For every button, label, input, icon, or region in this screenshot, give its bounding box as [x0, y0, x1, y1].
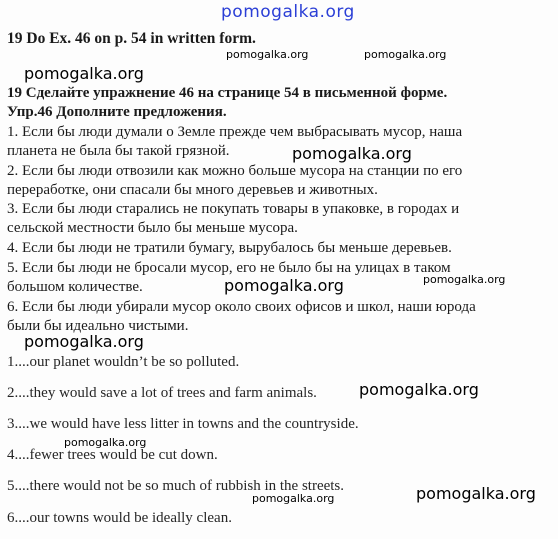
translation-6-line-1: 6. Если бы люди убирали мусор около своих офисов и школ, наши юрода [7, 299, 476, 315]
header-watermark: pomogalka.org [221, 2, 355, 22]
watermark-small-4: pomogalka.org [64, 436, 147, 449]
task-heading-ru: 19 Сделайте упражнение 46 на странице 54 в письменной форме. [7, 85, 448, 101]
translation-5-line-2: большом количестве. [7, 279, 143, 295]
task-heading-en: 19 Do Ex. 46 on p. 54 in written form. [7, 30, 256, 47]
answer-1: 1....our planet wouldn’t be so polluted. [7, 354, 240, 370]
watermark-small-1: pomogalka.org [226, 48, 309, 61]
answer-2: 2....they would save a lot of trees and farm animals. [7, 385, 317, 401]
answer-6: 6....our towns would be ideally clean. [7, 510, 232, 526]
watermark-large-3: pomogalka.org [224, 276, 344, 295]
translation-3-line-1: 3. Если бы люди старались не покупать товары в упаковке, в городах и [7, 201, 460, 217]
watermark-large-2: pomogalka.org [292, 144, 412, 163]
answer-4: 4....fewer trees would be cut down. [7, 447, 218, 463]
watermark-small-5: pomogalka.org [252, 492, 335, 505]
watermark-large-6: pomogalka.org [416, 484, 536, 503]
translation-1-line-1: 1. Если бы люди думали о Земле прежде чем выбрасывать мусор, наша [7, 124, 463, 140]
translation-5-line-1: 5. Если бы люди не бросали мусор, его не было бы на улицах в таком [7, 260, 451, 276]
translation-4-line-1: 4. Если бы люди не тратили бумагу, вырубалось бы меньше деревьев. [7, 240, 452, 256]
translation-2-line-1: 2. Если бы люди отвозили как можно больше мусора на станции по его [7, 163, 463, 179]
watermark-small-2: pomogalka.org [364, 48, 447, 61]
translation-6-line-2: были бы идеально чистыми. [7, 318, 189, 334]
translation-3-line-2: сельской местности было бы меньше мусора. [7, 220, 298, 236]
exercise-title: Упр.46 Дополните предложения. [7, 104, 227, 120]
translation-2-line-2: переработке, они спасали бы много деревьев и животных. [7, 182, 378, 198]
watermark-small-3: pomogalka.org [423, 273, 506, 286]
watermark-large-5: pomogalka.org [359, 380, 479, 399]
translation-1-line-2: планета не была бы такой грязной. [7, 143, 230, 159]
watermark-large-1: pomogalka.org [24, 64, 144, 83]
answer-5: 5....there would not be so much of rubbish in the streets. [7, 478, 345, 494]
answer-3: 3....we would have less litter in towns and the countryside. [7, 416, 359, 432]
watermark-large-4: pomogalka.org [24, 332, 144, 351]
